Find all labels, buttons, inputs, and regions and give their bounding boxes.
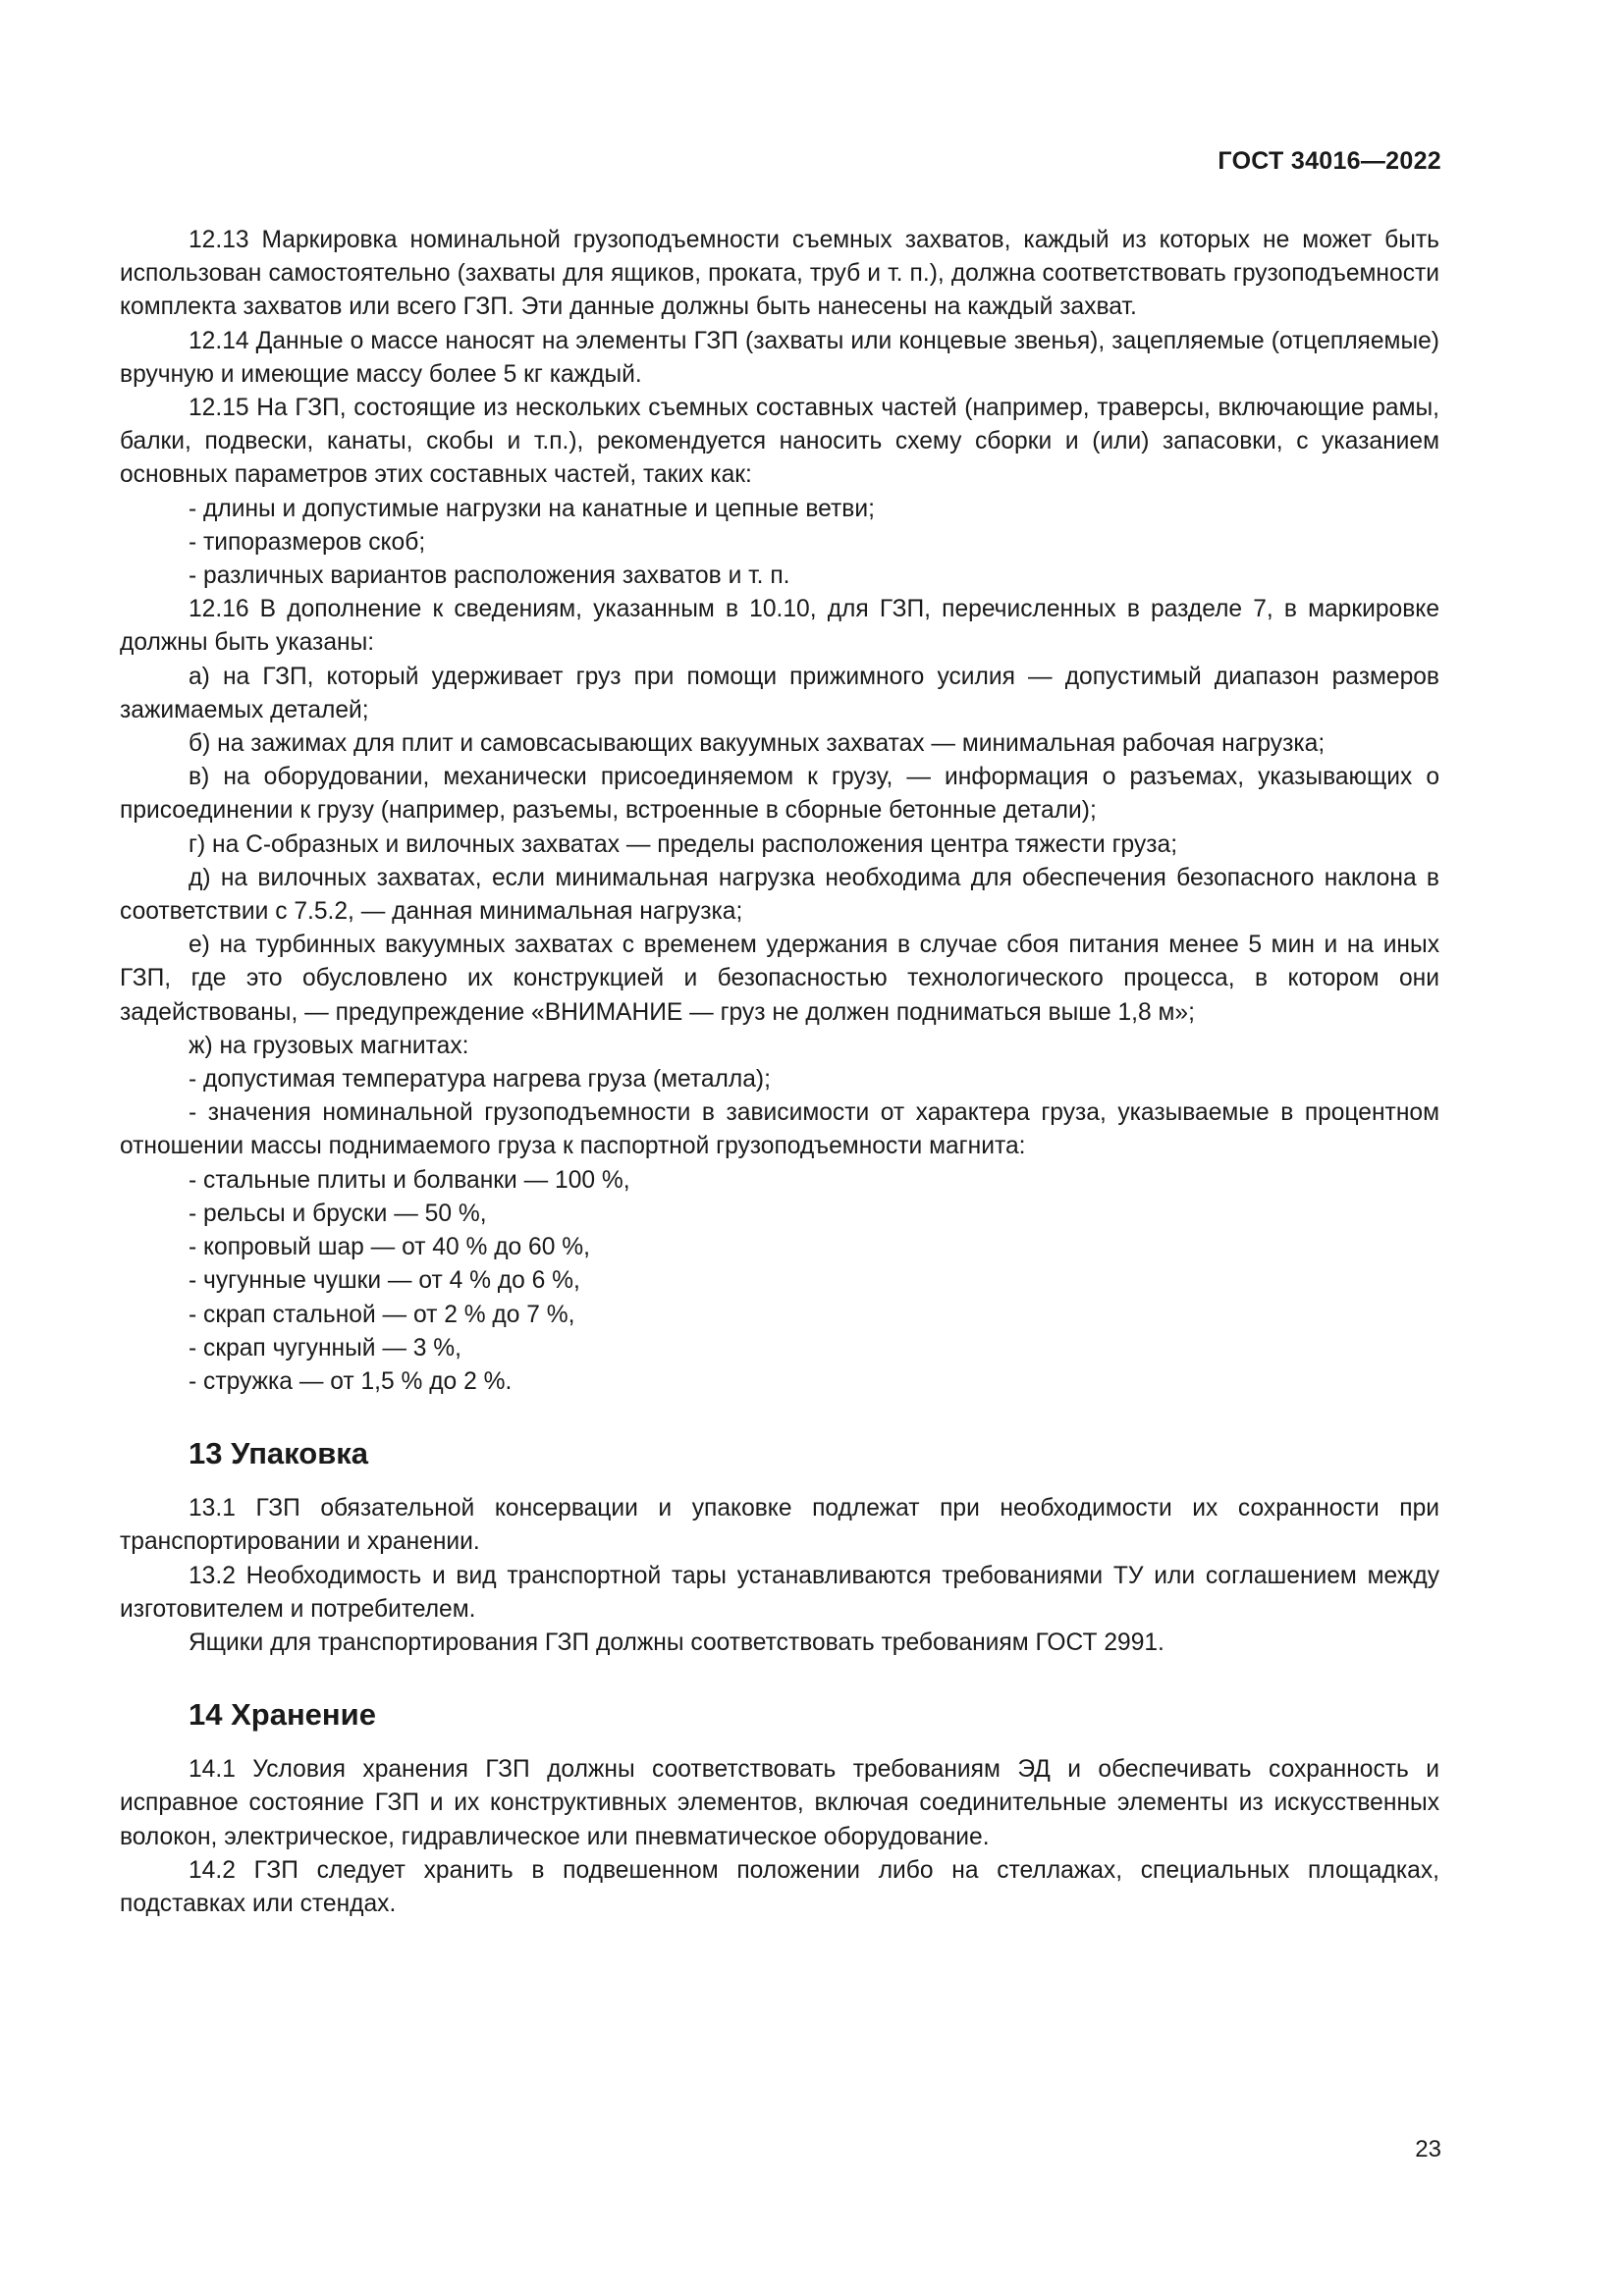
list-item: - допустимая температура нагрева груза (металла); [189, 1066, 771, 1094]
item-a: а) на ГЗП, который удерживает груз при помощи прижимного усилия — допустимый диапазон размеров зажимаемых деталей; [120, 663, 1439, 723]
document-header: ГОСТ 34016—2022 [1218, 147, 1441, 175]
paragraph-12-14: 12.14 Данные о массе наносят на элементы ГЗП (захваты или концевые звенья), зацепляемые (отцепляемые) вручную и имеющие массу более 5 кг каждый. [120, 327, 1439, 388]
paragraph-12-16: 12.16 В дополнение к сведениям, указанным в 10.10, для ГЗП, перечисленных в разделе 7, в маркировке должны быть указаны: [120, 596, 1439, 657]
paragraph-12-15: 12.15 На ГЗП, состоящие из нескольких съемных составных частей (например, траверсы, включающие рамы, балки, подвески, канаты, скобы и т.п.), рекомендуется наносить схему сборки и (или) запасовки, с указанием основных параметров этих составных частей, таких как: [120, 395, 1439, 489]
section-14-title: 14 Хранение [189, 1697, 376, 1733]
paragraph-13-2: 13.2 Необходимость и вид транспортной тары устанавливаются требованиями ТУ или соглашением между изготовителем и потребителем. [120, 1562, 1439, 1623]
list-item: - скрап чугунный — 3 %, [189, 1334, 462, 1362]
list-item: - рельсы и бруски — 50 %, [189, 1200, 487, 1227]
paragraph-13-1: 13.1 ГЗП обязательной консервации и упаковке подлежат при необходимости их сохранности при транспортировании и хранении. [120, 1495, 1439, 1556]
list-item: - чугунные чушки — от 4 % до 6 %, [189, 1267, 580, 1295]
section-13-title: 13 Упаковка [189, 1436, 369, 1471]
list-item: - копровый шар — от 40 % до 60 %, [189, 1234, 590, 1261]
paragraph-14-2: 14.2 ГЗП следует хранить в подвешенном положении либо на стеллажах, специальных площадках, подставках или стендах. [120, 1856, 1439, 1917]
list-item: - различных вариантов расположения захватов и т. п. [189, 562, 790, 590]
item-d: д) на вилочных захватах, если минимальная нагрузка необходима для обеспечения безопасного наклона в соответствии с 7.5.2, — данная минимальная нагрузка; [120, 864, 1439, 926]
item-g: г) на С-образных и вилочных захватах — пределы расположения центра тяжести груза; [189, 830, 1178, 858]
list-item: - длины и допустимые нагрузки на канатные и цепные ветви; [189, 495, 875, 522]
item-v: в) на оборудовании, механически присоединяемом к грузу, — информация о разъемах, указывающих о присоединении к грузу (например, разъемы, встроенные в сборные бетонные детали); [120, 764, 1439, 825]
list-item: - скрап стальной — от 2 % до 7 %, [189, 1301, 575, 1328]
item-b: б) на зажимах для плит и самовсасывающих вакуумных захватах — минимальная рабочая нагрузка; [189, 730, 1326, 758]
paragraph-14-1: 14.1 Условия хранения ГЗП должны соответствовать требованиям ЭД и обеспечивать сохранность и исправное состояние ГЗП и их конструктивных элементов, включая соединительные элементы из искусственных волокон, электрическое, гидравлическое или пневматическое оборудование. [120, 1756, 1439, 1850]
list-item: - стальные плиты и болванки — 100 %, [189, 1166, 630, 1194]
page-content [120, 224, 1439, 1921]
paragraph-13-2-boxes: Ящики для транспортирования ГЗП должны соответствовать требованиям ГОСТ 2991. [189, 1629, 1164, 1656]
item-e: е) на турбинных вакуумных захватах с временем удержания в случае сбоя питания менее 5 мин и на иных ГЗП, где это обусловлено их конструкцией и безопасностью технологического процесса, в котором они задействованы, — предупреждение «ВНИМАНИЕ — груз не должен подниматься выше 1,8 м»; [120, 932, 1439, 1026]
list-item: - стружка — от 1,5 % до 2 %. [189, 1367, 513, 1395]
paragraph-12-13: 12.13 Маркировка номинальной грузоподъемности съемных захватов, каждый из которых не может быть использован самостоятельно (захваты для ящиков, проката, труб и т. п.), должна соответствовать грузоподъемности комплекта захватов или всего ГЗП. Эти данные должны быть нанесены на каждый захват. [120, 227, 1439, 321]
item-zh: ж) на грузовых магнитах: [189, 1032, 469, 1059]
list-item: - значения номинальной грузоподъемности в зависимости от характера груза, указываемые в процентном отношении массы поднимаемого груза к паспортной грузоподъемности магнита: [120, 1099, 1439, 1160]
page-number: 23 [1415, 2136, 1441, 2163]
list-item: - типоразмеров скоб; [189, 528, 426, 556]
